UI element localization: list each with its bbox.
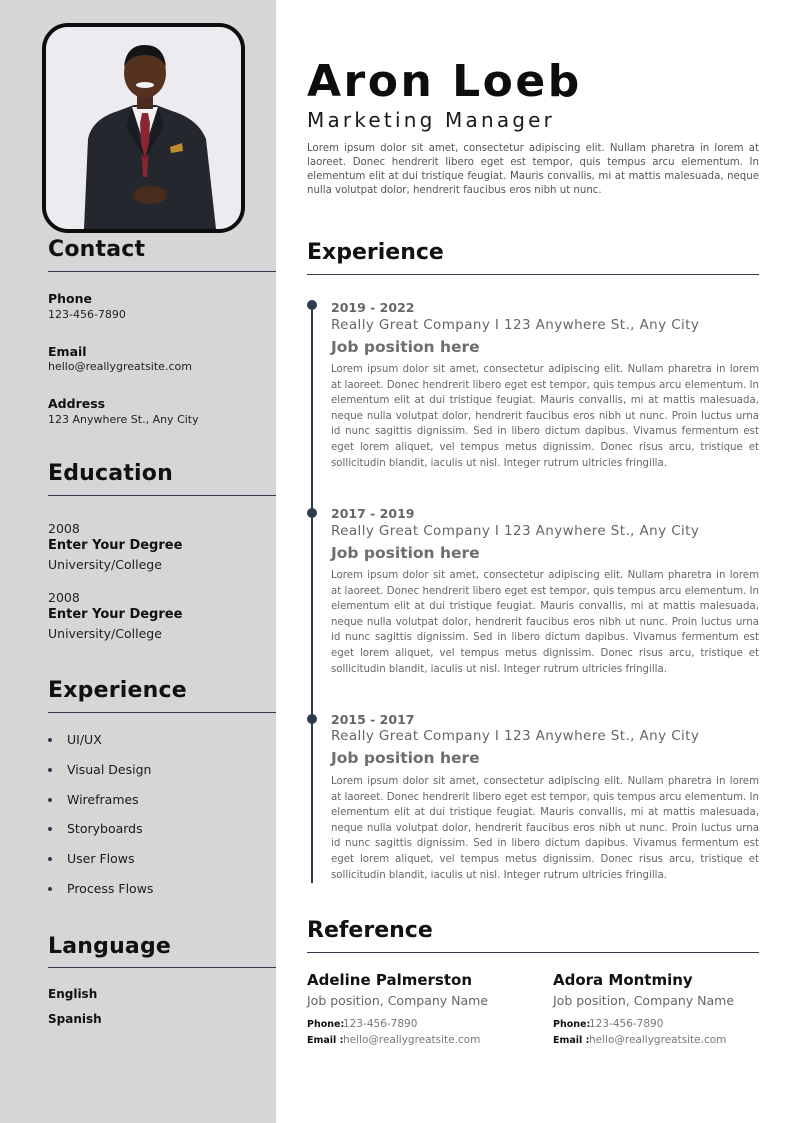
profile-photo [42,23,245,233]
timeline-dot-icon [307,714,317,724]
bullet-icon [48,857,52,861]
bullet-icon [48,798,52,802]
list-item [48,850,268,880]
skill-label: Process Flows [67,880,154,896]
address-value: 123 Anywhere St., Any City [48,413,199,426]
language-heading: Language [48,934,172,959]
bullet-icon [48,768,52,772]
email-label: Email [48,344,87,359]
job-description: Lorem ipsum dolor sit amet, consectetur adipiscing elit. Nullam pharetra in lorem at laoreet. Donec hendrerit libero eget est tempor, quis tempus arcu elementum. In elementum elit at dui tristique feugiat. Mauris convallis, mi at mattis malesuada, neque nulla volutpat dolor, hendrerit faucibus eros nibh ut nunc. Proin luctus urna id nunc sagittis dignissim. Sed in libero dictum dapibus. Vivamus fermentum est eget lorem aliquet, vel tempus metus dignissim. Donec risus arcu, tristique et sollicitudin blandit, iaculis ut nisl. Integer rutrum ultricies fringilla. [331,570,759,675]
timeline-line [311,305,313,883]
reference-phone-label: Phone: [307,1019,345,1030]
skills-heading: Experience [48,678,187,703]
address-label: Address [48,396,106,411]
language-item: Spanish [48,1012,102,1026]
reference-email-value[interactable]: hello@reallygreatsite.com [589,1034,727,1046]
job-years: 2017 - 2019 [331,506,415,521]
list-item [48,791,268,821]
candidate-role: Marketing Manager [307,108,556,132]
skills-section [48,678,276,703]
email-value[interactable]: hello@reallygreatsite.com [48,360,192,373]
reference-email-label: Email : [307,1035,344,1046]
language-divider [48,967,276,968]
job-years: 2015 - 2017 [331,712,415,727]
skill-label: UI/UX [67,732,102,747]
job-years: 2019 - 2022 [331,300,415,315]
timeline-dot-icon [307,508,317,518]
job-description: Lorem ipsum dolor sit amet, consectetur adipiscing elit. Nullam pharetra in lorem at laoreet. Donec hendrerit libero eget est tempor, quis tempus arcu elementum. In elementum elit at dui tristique feugiat. Mauris convallis, mi at mattis malesuada, neque nulla volutpat dolor, hendrerit faucibus eros nibh ut nunc. Proin luctus urna id nunc sagittis dignissim. Sed in libero dictum dapibus. Vivamus fermentum est eget lorem aliquet, vel tempus metus dignissim. Donec risus arcu, tristique et sollicitudin blandit, iaculis ut nisl. Integer rutrum ultricies fringilla. [331,364,759,469]
phone-label: Phone [48,291,93,306]
list-item [48,731,268,761]
reference-position: Job position, Company Name [307,993,489,1008]
phone-value: 123-456-7890 [48,308,126,321]
timeline-dot-icon [307,300,317,310]
reference-email-value[interactable]: hello@reallygreatsite.com [343,1034,481,1046]
job-company: Really Great Company I 123 Anywhere St., Any City [331,523,700,539]
contact-heading: Contact [48,237,146,262]
reference-name: Adeline Palmerston [307,971,473,989]
profile-photo-image [46,27,241,229]
contact-section [48,237,276,262]
language-section [48,934,276,959]
sidebar [0,0,276,1123]
bullet-icon [48,738,52,742]
profile-summary: Lorem ipsum dolor sit amet, consectetur adipiscing elit. Nullam pharetra in lorem at laoreet. Donec hendrerit libero eget est tempor, quis tempus arcu elementum. In elementum elit at dui tristique feugiat. Mauris convallis, mi at mattis malesuada, neque nulla volutpat dolor, hendrerit faucibus eros nibh ut nunc. [307,143,759,196]
education-divider [48,495,276,496]
contact-divider [48,271,276,272]
education-degree: Enter Your Degree [48,607,183,622]
reference-phone-value: 123-456-7890 [343,1018,418,1030]
list-item [48,761,268,791]
education-heading: Education [48,461,173,486]
reference-heading: Reference [307,918,433,943]
job-company: Really Great Company I 123 Anywhere St., Any City [331,317,700,333]
skills-divider [48,712,276,713]
education-degree: Enter Your Degree [48,538,183,553]
language-item: English [48,987,98,1001]
education-year: 2008 [48,590,80,605]
job-description: Lorem ipsum dolor sit amet, consectetur adipiscing elit. Nullam pharetra in lorem at laoreet. Donec hendrerit libero eget est tempor, quis tempus arcu elementum. In elementum elit at dui tristique feugiat. Mauris convallis, mi at mattis malesuada, neque nulla volutpat dolor, hendrerit faucibus eros nibh ut nunc. Proin luctus urna id nunc sagittis dignissim. Sed in libero dictum dapibus. Vivamus fermentum est eget lorem aliquet, vel tempus metus dignissim. Donec risus arcu, tristique et sollicitudin blandit, iaculis ut nisl. Integer rutrum ultricies fringilla. [331,776,759,881]
education-school: University/College [48,557,162,572]
reference-email-label: Email : [553,1035,590,1046]
skills-list [48,731,268,910]
reference-phone [553,1018,663,1030]
education-year: 2008 [48,521,80,536]
bullet-icon [48,887,52,891]
education-section [48,461,276,486]
bullet-icon [48,827,52,831]
experience-divider [307,274,759,275]
reference-phone-value: 123-456-7890 [589,1018,664,1030]
reference-position: Job position, Company Name [553,993,735,1008]
job-title: Job position here [331,544,480,562]
list-item [48,880,268,910]
job-title: Job position here [331,338,480,356]
job-company: Really Great Company I 123 Anywhere St., Any City [331,728,700,744]
education-school: University/College [48,626,162,641]
candidate-name: Aron Loeb [307,56,582,107]
job-title: Job position here [331,749,480,767]
reference-divider [307,952,759,953]
skill-label: Storyboards [67,821,143,837]
reference-phone [307,1018,417,1030]
experience-heading: Experience [307,240,444,265]
reference-email [307,1034,480,1046]
reference-name: Adora Montminy [553,971,693,989]
reference-email [553,1034,726,1046]
skill-label: Visual Design [67,761,152,777]
skill-label: User Flows [67,851,135,867]
skill-label: Wireframes [67,791,139,807]
list-item [48,820,268,850]
reference-phone-label: Phone: [553,1019,591,1030]
